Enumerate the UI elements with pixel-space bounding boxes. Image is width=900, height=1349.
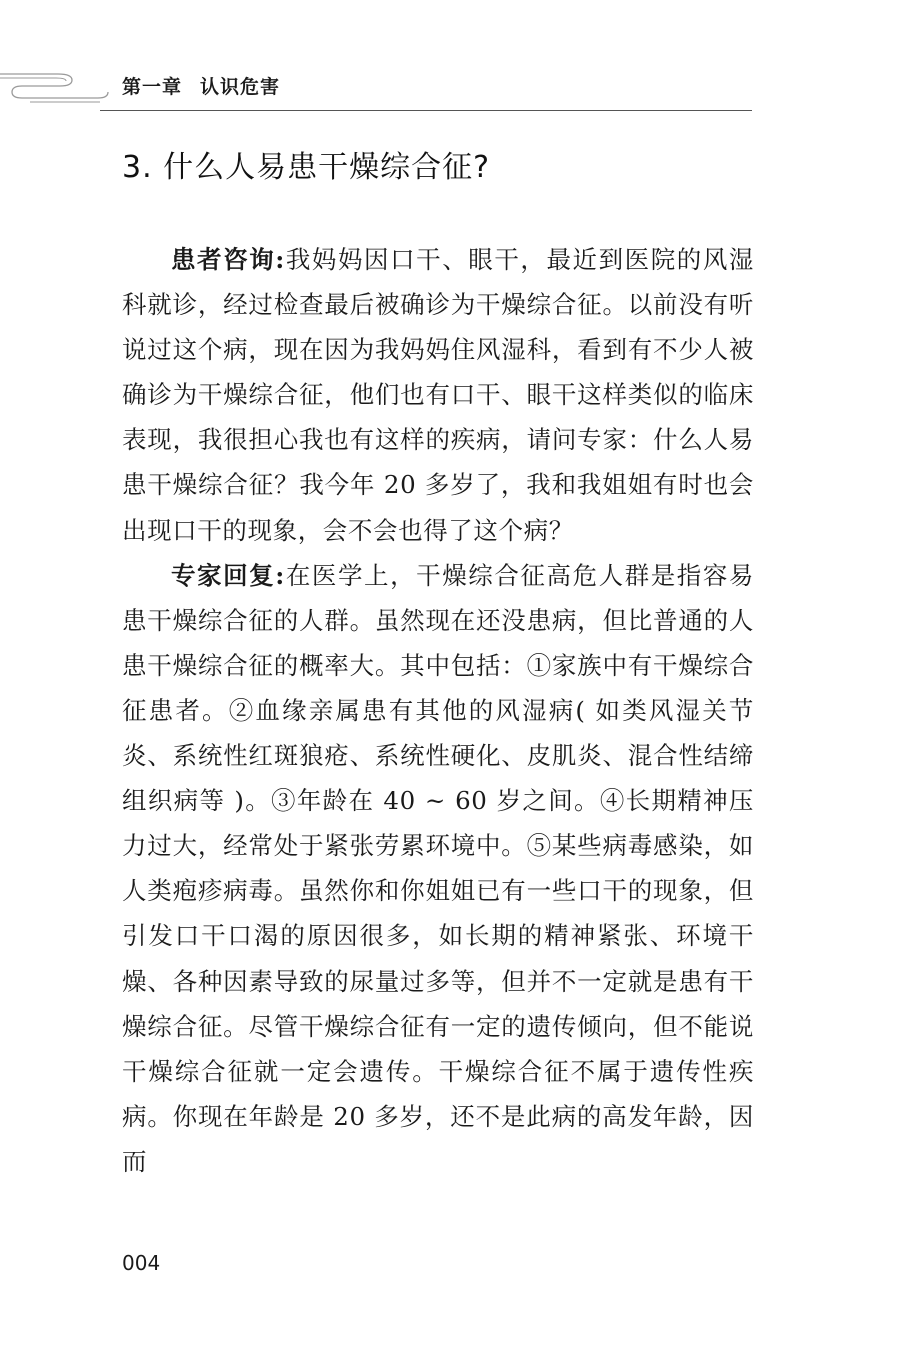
chapter-title: 认识危害 <box>200 76 281 98</box>
consultation-label: 患者咨询: <box>171 245 285 274</box>
header-ornament-icon <box>0 62 110 108</box>
reply-paragraph <box>122 553 754 1184</box>
consultation-paragraph <box>122 237 754 553</box>
consultation-text: 我妈妈因口干、眼干，最近到医院的风湿科就诊，经过检查最后被确诊为干燥综合征。以前没有听说过这个病，现在因为我妈妈住风湿科，看到有不少人被确诊为干燥综合征，他们也有口干、眼干这样类似的临床表现，我很担心我也有这样的疾病，请问专家：什么人易患干燥综合征？我今年 20 多岁了，我和我姐姐有时也会出现口干的现象，会不会也得了这个病？ <box>122 245 754 545</box>
running-head <box>122 72 280 99</box>
article-body <box>122 237 754 1184</box>
page-number: 004 <box>122 1251 161 1275</box>
chapter-number: 第一章 <box>122 76 183 98</box>
reply-label: 专家回复: <box>171 560 285 590</box>
section-title: 3. 什么人易患干燥综合征? <box>122 150 491 185</box>
header-divider <box>100 110 752 111</box>
reply-text: 在医学上，干燥综合征高危人群是指容易患干燥综合征的人群。虽然现在还没患病，但比普通的人患干燥综合征的概率大。其中包括：①家族中有干燥综合征患者。②血缘亲属患有其他的风湿病( 如类风湿关节炎、系统性红斑狼疮、系统性硬化、皮肌炎、混合性结缔组织病等 )。③年龄在 40 ~ 60 岁之间。④长期精神压力过大，经常处于紧张劳累环境中。⑤某些病毒感染，如人类疱疹病毒。虽然你和你姐姐已有一些口干的现象，但引发口干口渴的原因很多，如长期的精神紧张、环境干燥、各种因素导致的尿量过多等，但并不一定就是患有干燥综合征。尽管干燥综合征有一定的遗传倾向，但不能说干燥综合征就一定会遗传。干燥综合征不属于遗传性疾病。你现在年龄是 20 多岁，还不是此病的高发年龄，因而 <box>122 560 754 1176</box>
